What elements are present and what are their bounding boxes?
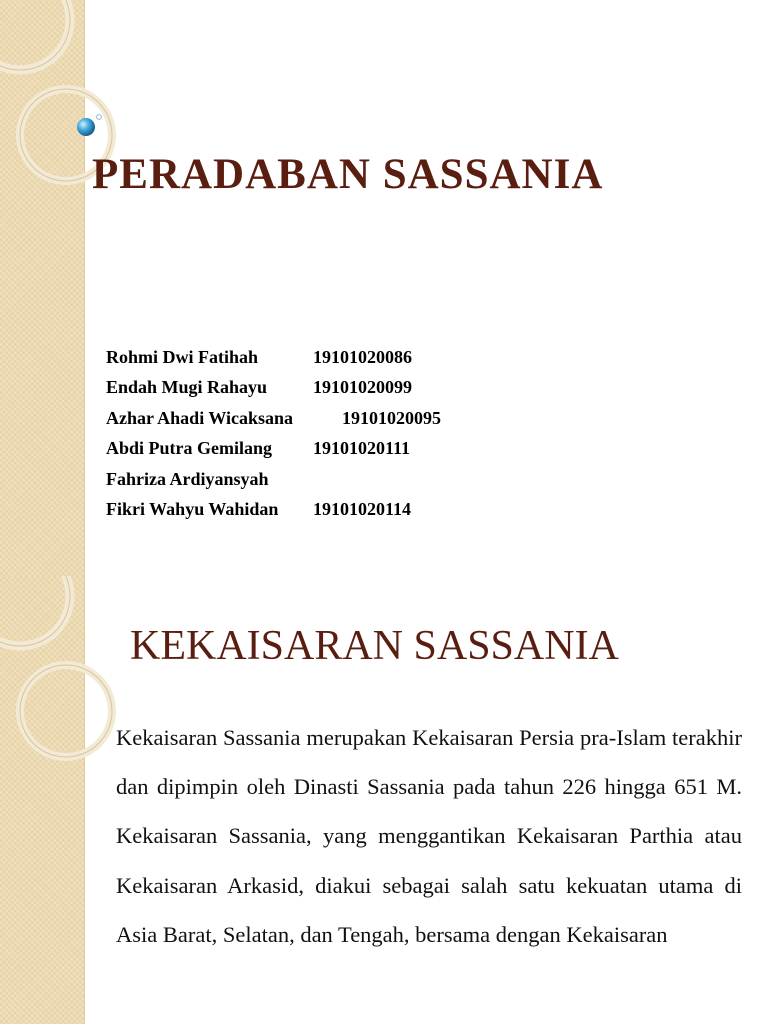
author-student-id: 19101020086 bbox=[313, 347, 412, 367]
blue-bead-icon bbox=[77, 118, 95, 136]
author-student-id: 19101020114 bbox=[313, 498, 412, 519]
body-paragraph: Kekaisaran Sassania merupakan Kekaisaran Persia pra-Islam terakhir dan dipimpin oleh Dinasti Sassania pada tahun 226 hingga 651 M. Kekaisaran Sassania, yang menggantikan Kekaisaran Parthia atau Kekaisaran Arkasid, diakui sebagai salah satu kekuatan utama di Asia Barat, Selatan, dan Tengah, bersama dengan Kekaisaran bbox=[116, 725, 742, 947]
author-name: Fahriza Ardiyansyah bbox=[106, 468, 269, 489]
author-name: Abdi Putra Gemilang bbox=[106, 438, 273, 459]
author-list bbox=[106, 342, 441, 524]
author-row bbox=[106, 342, 441, 372]
author-student-id: 19101020099 bbox=[313, 377, 412, 398]
slide-content-heading: KEKAISARAN SASSANIA bbox=[130, 623, 619, 669]
author-name: Endah Mugi Rahayu bbox=[106, 377, 268, 398]
author-row bbox=[106, 464, 441, 494]
slide-title-heading: PERADABAN SASSANIA bbox=[92, 151, 604, 198]
author-row bbox=[106, 433, 441, 463]
author-row bbox=[106, 372, 441, 402]
author-row bbox=[106, 494, 441, 524]
decorative-rings-icon bbox=[0, 0, 140, 260]
author-student-id: 19101020095 bbox=[342, 407, 441, 428]
slide-content bbox=[0, 576, 768, 1024]
author-name: Azhar Ahadi Wicaksana bbox=[106, 407, 294, 428]
author-row bbox=[106, 403, 441, 433]
author-name: Rohmi Dwi Fatihah bbox=[106, 347, 259, 367]
author-name: Fikri Wahyu Wahidan bbox=[106, 498, 279, 519]
author-student-id: 19101020111 bbox=[313, 438, 411, 459]
